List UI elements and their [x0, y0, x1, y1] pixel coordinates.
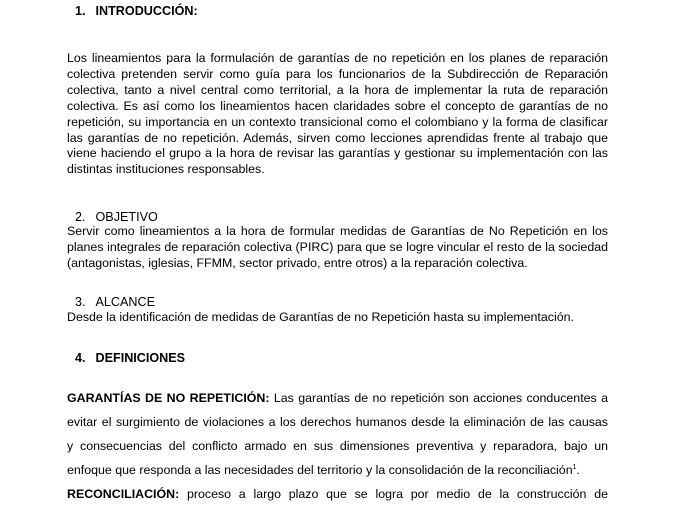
- paragraph-line: Los lineamientos para la formulación de garantías de no repetición en los planes de reparación: [67, 51, 608, 65]
- section-title: DEFINICIONES: [95, 351, 186, 365]
- paragraph-line: planes integrales de reparación colectiva (PIRC) para que se logre vincular el resto de la sociedad: [67, 239, 608, 254]
- section-number: 1.: [75, 4, 86, 18]
- paragraph-line: evitar el surgimiento de violaciones a los derechos humanos desde la eliminación de las causas: [67, 415, 608, 429]
- paragraph-line: y consecuencias del conflicto armado en sus dimensiones preventiva y reparadora, bajo un: [67, 439, 608, 453]
- paragraph-line: colectiva. Es así como los lineamientos hacen claridades sobre el concepto de garantías de no: [67, 98, 608, 113]
- section-heading-definiciones: [75, 350, 185, 366]
- paragraph-line: colectiva pretenden servir como guía para los funcionarios de la Subdirección de Reparación: [67, 66, 608, 81]
- definition-first-line: [67, 386, 608, 410]
- paragraph-line: las garantías de no repetición. Además, sirven como lecciones aprendidas frente al trabajo que: [67, 130, 608, 145]
- definition-first-line: [67, 482, 608, 506]
- section-number: 4.: [75, 351, 86, 365]
- introduccion-paragraph: [67, 51, 608, 178]
- definition-text: proceso a largo plazo que se logra por medio de la construcción de: [179, 487, 608, 501]
- section-title: OBJETIVO: [95, 210, 158, 224]
- section-title: ALCANCE: [95, 295, 156, 309]
- paragraph-line: repetición, su importancia en un contexto transicional como el colombiano y la forma de clasificar: [67, 114, 608, 129]
- paragraph-line: distintas instituciones responsables.: [67, 162, 265, 177]
- footnote-reference[interactable]: 1: [572, 463, 577, 471]
- section-number: 3.: [75, 295, 86, 309]
- objetivo-paragraph: [67, 224, 608, 272]
- definition-term: RECONCILIACIÓN:: [67, 487, 180, 501]
- paragraph-line: enfoque que responda a las necesidades del territorio y la consolidación de la reconciliación: [67, 463, 573, 477]
- paragraph-line: colectiva, tanto a nivel central como territorial, a la hora de implementar la ruta de reparación: [67, 82, 608, 97]
- definition-term: GARANTÍAS DE NO REPETICIÓN:: [67, 391, 270, 405]
- section-number: 2.: [75, 210, 86, 224]
- paragraph-line: Desde la identificación de medidas de Garantías de no Repetición hasta su implementación.: [67, 310, 574, 324]
- definition-text: Las garantías de no repetición son acciones conducentes a: [269, 391, 609, 405]
- paragraph-line: Servir como lineamientos a la hora de formular medidas de Garantías de No Repetición en los: [67, 224, 608, 238]
- alcance-paragraph: [67, 310, 608, 326]
- section-heading-introduccion: [75, 3, 198, 19]
- end-punctuation: .: [576, 463, 580, 477]
- paragraph-line-with-footnote: [67, 458, 608, 482]
- section-title: INTRODUCCIÓN:: [95, 4, 198, 18]
- definicion-garantias: [67, 386, 608, 506]
- section-heading-alcance: [75, 294, 155, 310]
- paragraph-line: (antagonistas, iglesias, FFMM, sector privado, entre otros) a la reparación colectiva.: [67, 255, 528, 270]
- paragraph-line: viene haciendo el grupo a la hora de revisar las garantías y gestionar su implementación con las: [67, 146, 608, 161]
- section-heading-objetivo: [75, 209, 158, 225]
